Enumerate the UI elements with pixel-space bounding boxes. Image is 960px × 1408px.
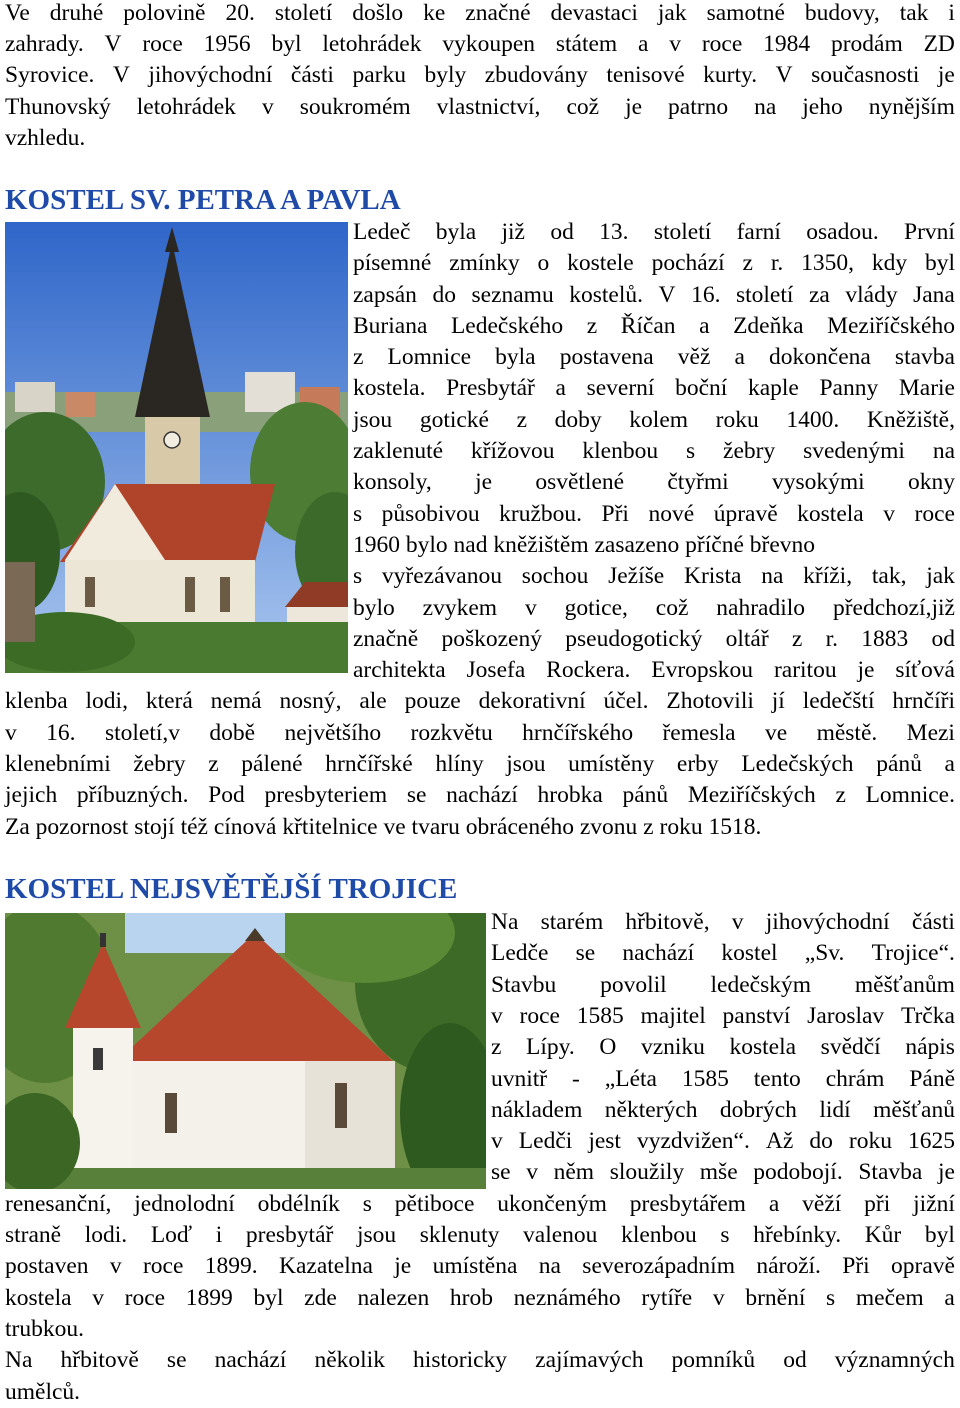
intro-line: vzhledu. [5,125,86,151]
section2-line: trubkou. [5,1316,84,1342]
section2-line: kostela v roce 1899 byl zde nalezen hrob neznámého rytíře v brnění s mečem a [5,1285,955,1311]
church-photo-trojice [5,913,486,1189]
section2-line: nákladem některých dobrých lidí měšťanů [491,1097,955,1123]
section2-line: Na starém hřbitově, v jihovýchodní části [491,909,955,935]
section1-line: Buriana Ledečského z Říčan a Zdeňka Meziříčského [353,313,955,339]
section2-line: v Ledči jest vyzdvižen“. Až do roku 1625 [491,1128,955,1154]
section2-line: straně lodi. Loď i presbytář jsou sklenuty valenou klenbou s hřebínky. Kůr byl [5,1222,955,1248]
section1-line: značně poškozený pseudogotický oltář z r. 1883 od [353,626,955,652]
intro-line: zahrady. V roce 1956 byl letohrádek vykoupen státem a v roce 1984 prodám ZD [5,31,955,57]
section2-line: z Lípy. O vzniku kostela svědčí nápis [491,1034,955,1060]
section1-line: zapsán do seznamu kostelů. V 16. století za vlády Jana [353,282,955,308]
section1-line: klenba lodi, která nemá nosný, ale pouze dekorativní účel. Zhotovili jí ledečští hrnčíři [5,688,955,714]
section1-line: zaklenuté křížovou klenbou s žebry svedenými na [353,438,955,464]
intro-line: Syrovice. V jihovýchodní části parku byly zbudovány tenisové kurty. V současnosti je [5,62,955,88]
section1-line: v 16. století,v době největšího rozkvětu hrnčířského řemesla ve městě. Mezi [5,720,955,746]
church-photo-petra-pavla [5,222,348,673]
section1-line: 1960 bylo nad kněžištěm zasazeno příčné břevno [353,532,816,558]
section1-line: jejich příbuzných. Pod presbyteriem se nachází hrobka pánů Meziříčských z Lomnice. [5,782,955,808]
section2-line: postaven v roce 1899. Kazatelna je umístěna na severozápadním nároží. Při opravě [5,1253,955,1279]
section1-line: bylo zvykem v gotice, což nahradilo předchozí,již [353,595,955,621]
section2-line: v roce 1585 majitel panství Jaroslav Trčka [491,1003,955,1029]
section1-line: písemné zmínky o kostele pochází z r. 1350, kdy byl [353,250,955,276]
section1-line: s působivou kružbou. Při nové úpravě kostela v roce [353,501,955,527]
section-heading-kostel-trojice: KOSTEL NEJSVĚTĚJŠÍ TROJICE [5,873,458,905]
section1-line: s vyřezávanou sochou Ježíše Krista na kříži, tak, jak [353,563,955,589]
section2-line: Ledče se nachází kostel „Sv. Trojice“. [491,940,955,966]
section1-line: kostela. Presbytář a severní boční kaple Panny Marie [353,375,955,401]
section1-line: Za pozornost stojí též cínová křtitelnice ve tvaru obráceného zvonu z roku 1518. [5,814,762,840]
section1-line: Ledeč byla již od 13. století farní osadou. První [353,219,955,245]
intro-line: Thunovský letohrádek v soukromém vlastnictví, což je patrno na jeho nynějším [5,94,955,120]
section1-line: z Lomnice byla postavena věž a dokončena stavba [353,344,955,370]
section2-line: Na hřbitově se nachází několik historicky zajímavých pomníků od významných [5,1347,955,1373]
intro-line: Ve druhé polovině 20. století došlo ke značné devastaci jak samotné budovy, tak i [5,0,955,26]
section2-line: uvnitř - „Léta 1585 tento chrám Páně [491,1066,955,1092]
section2-line: umělců. [5,1379,81,1405]
section1-line: klenebními žebry z pálené hrnčířské hlíny jsou umístěny erby Ledečských pánů a [5,751,955,777]
section-heading-kostel-petra-pavla: KOSTEL SV. PETRA A PAVLA [5,184,401,216]
section2-line: se v něm sloužily mše podobojí. Stavba je [491,1159,955,1185]
section1-line: architekta Josefa Rockera. Evropskou raritou je síťová [353,657,955,683]
section1-line: jsou gotické z doby kolem roku 1400. Kněžiště, [353,407,955,433]
section2-line: renesanční, jednolodní obdélník s pětiboce ukončeným presbytářem a věží při jižní [5,1191,955,1217]
section2-line: Stavbu povolil ledečským měšťanům [491,972,955,998]
section1-line: konsoly, je osvětlené čtyřmi vysokými okny [353,469,955,495]
